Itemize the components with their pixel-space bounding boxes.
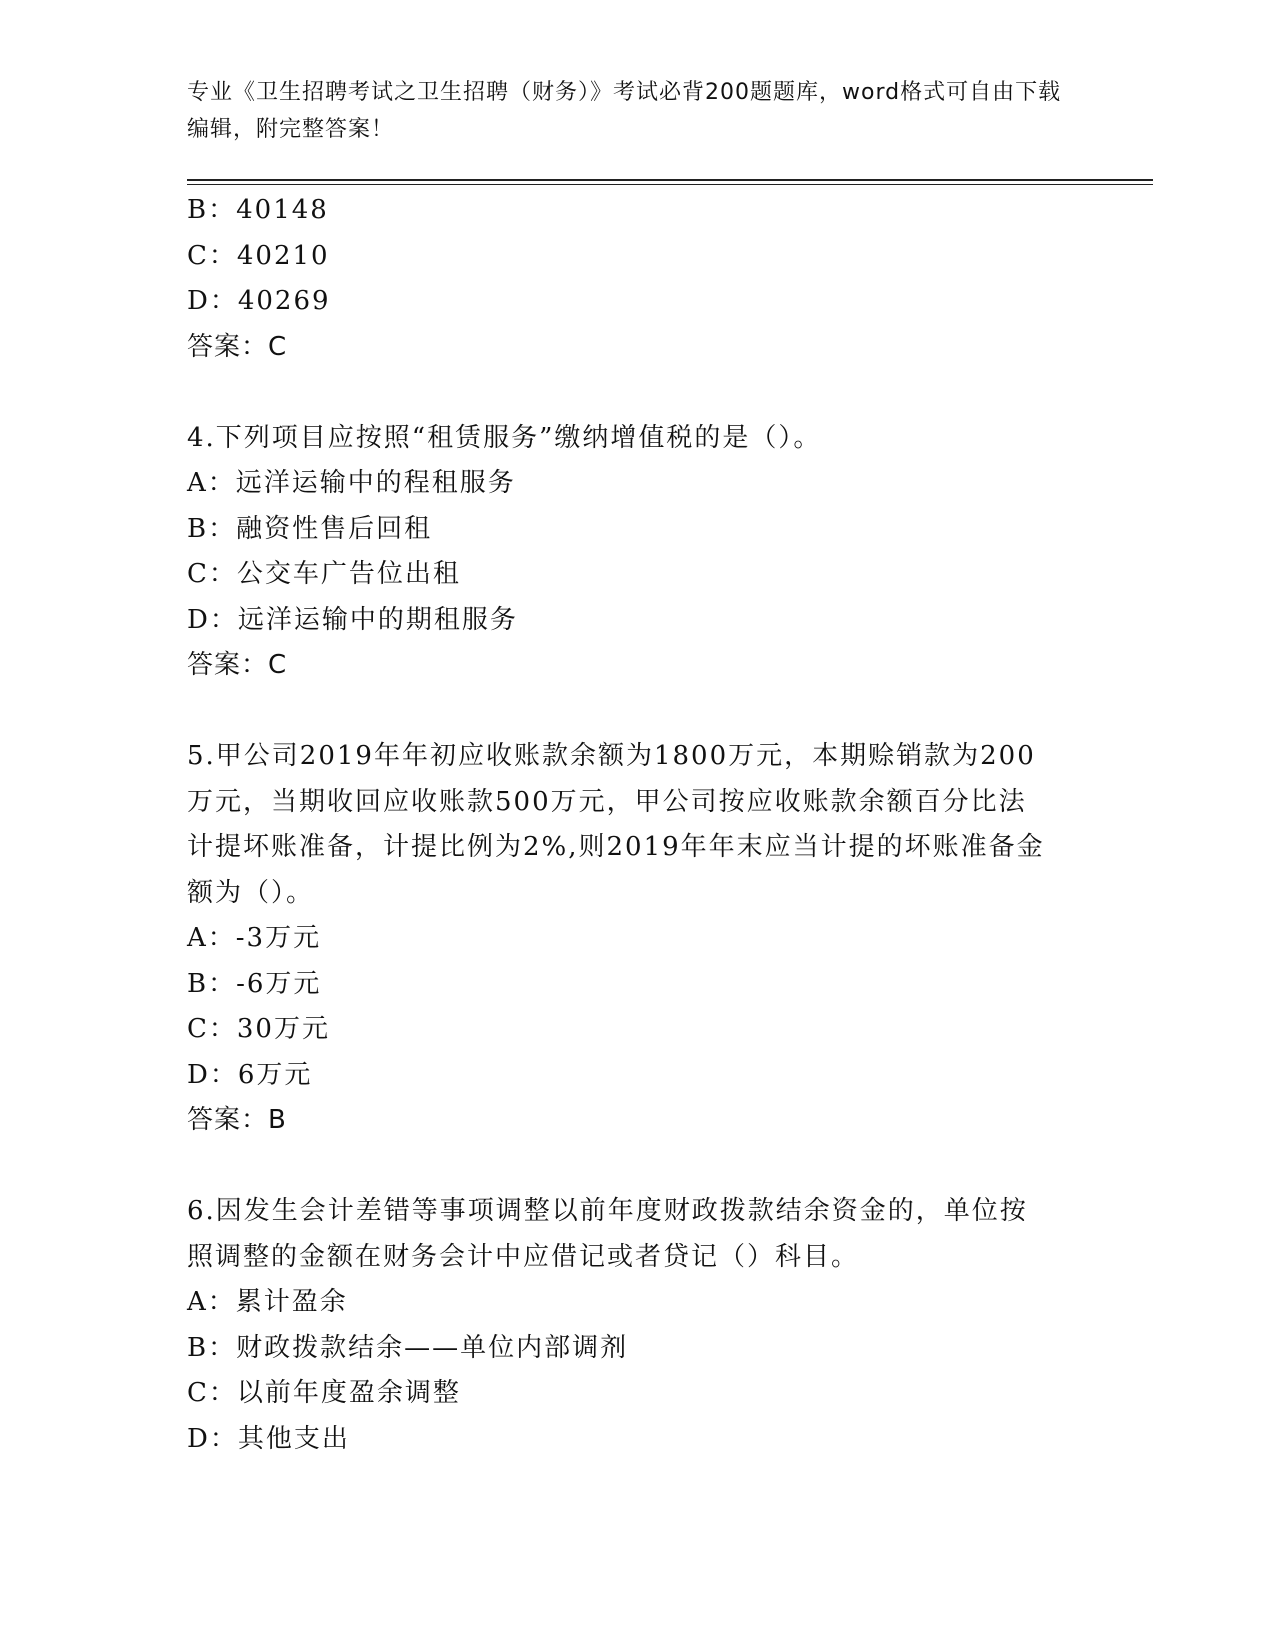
- option-b: B：财政拨款结余——单位内部调剂: [187, 1332, 629, 1363]
- option-d: D：远洋运输中的期租服务: [187, 604, 518, 635]
- question-4: [187, 416, 1067, 689]
- page-header: 专业《卫生招聘考试之卫生招聘（财务）》考试必背200题题库，word格式可自由下载编辑，附完整答案！: [187, 80, 1062, 142]
- option-c: C：40210: [187, 240, 330, 271]
- option-d: D：40269: [187, 286, 331, 316]
- option-b: B：40148: [187, 195, 329, 225]
- question-stem-line: 照调整的金额在财务会计中应借记或者贷记（）科目。: [187, 1241, 860, 1272]
- header-rule: [187, 179, 1153, 185]
- question-stem-line: 计提坏账准备，计提比例为2%,则2019年年末应当计提的坏账准备金: [187, 832, 1045, 862]
- answer-line: 答案：C: [187, 331, 288, 362]
- option-d: D：其他支出: [187, 1423, 350, 1454]
- question-stem-line: 额为（）。: [187, 877, 315, 908]
- option-a: A：远洋运输中的程租服务: [187, 468, 516, 498]
- option-d: D：6万元: [187, 1059, 313, 1090]
- question-3-partial: [187, 188, 1067, 370]
- question-stem: 4.下列项目应按照“租赁服务”缴纳增值税的是（）。: [187, 422, 822, 453]
- option-c: C：以前年度盈余调整: [187, 1378, 461, 1408]
- question-stem-line: 万元，当期收回应收账款500万元，甲公司按应收账款余额百分比法: [187, 786, 1027, 817]
- option-c: C：30万元: [187, 1014, 330, 1044]
- document-body: [187, 188, 1067, 1462]
- option-b: B：-6万元: [187, 968, 322, 999]
- question-6: [187, 1189, 1067, 1462]
- option-a: A：累计盈余: [187, 1287, 348, 1317]
- option-a: A：-3万元: [187, 923, 322, 953]
- option-b: B：融资性售后回租: [187, 513, 433, 544]
- question-stem-line: 6.因发生会计差错等事项调整以前年度财政拨款结余资金的，单位按: [187, 1196, 1028, 1226]
- answer-line: 答案：B: [187, 1105, 287, 1135]
- answer-line: 答案：C: [187, 650, 288, 680]
- option-c: C：公交车广告位出租: [187, 559, 461, 589]
- question-5: [187, 734, 1067, 1144]
- question-stem-line: 5.甲公司2019年年初应收账款余额为1800万元，本期赊销款为200: [187, 741, 1036, 771]
